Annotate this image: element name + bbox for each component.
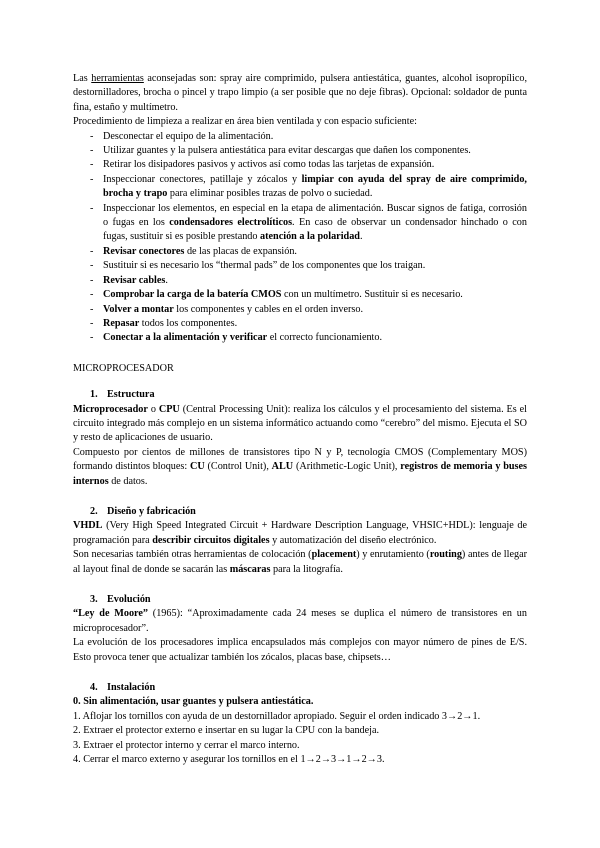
text-run: Desconectar el equipo de la alimentación. <box>103 130 274 142</box>
list-item <box>73 158 527 172</box>
text-run: Inspeccionar conectores, patillaje y zócalos y <box>103 173 302 185</box>
subsection-title: Estructura <box>107 389 155 401</box>
text-run: Son necesarias también otras herramientas de colocación ( <box>73 549 312 561</box>
subsection-number: 4. <box>90 682 98 694</box>
paragraph <box>73 607 527 636</box>
list-item <box>73 259 527 273</box>
text-run: Sustituir si es necesario los “thermal pads” de los componentes que los traigan. <box>103 260 426 272</box>
text-run: Utilizar guantes y la pulsera antiestática para evitar descargas que dañen los componentes. <box>103 145 471 157</box>
section-title: MICROPROCESADOR <box>73 362 174 374</box>
text-run: aconsejadas son: spray aire comprimido, pulsera antiestática, guantes, alcohol isopropílico, destornilladores, brocha o pincel y trapo limpio (a ser posible que no deje fibras). Opcional: soldador de punta fina, estaño y multímetro. <box>73 73 527 113</box>
list-item <box>73 202 527 245</box>
bold-run: routing <box>429 549 462 561</box>
document-page <box>73 72 527 767</box>
bold-run: Repasar <box>103 317 140 329</box>
bold-run: Revisar conectores <box>103 245 185 257</box>
install-step: 1. Aflojar los tornillos con ayuda de un destornillador apropiado. Seguir el orden indicado 3→2→1. <box>73 710 481 722</box>
paragraph <box>73 446 527 489</box>
subsection-title: Evolución <box>107 594 151 605</box>
text-run: . <box>165 274 168 286</box>
subsection-number: 1. <box>90 389 98 401</box>
bold-run: Volver a montar <box>103 303 174 315</box>
text-run: . En caso de observar un condensador hinchado o con fugas, sustituir si es posible prestando <box>103 217 527 243</box>
paragraph <box>73 519 527 548</box>
bold-run: Conectar a la alimentación y verificar <box>103 332 268 344</box>
bold-run: VHDL <box>73 520 103 532</box>
list-item <box>73 331 527 345</box>
bold-run: ALU <box>271 461 294 473</box>
text-run: para la litografía. <box>270 563 343 575</box>
procedure-intro: Procedimiento de limpieza a realizar en área bien ventilada y con espacio suficiente: <box>73 116 417 128</box>
text-run: para eliminar posibles trazas de polvo o suciedad. <box>167 188 373 200</box>
install-step <box>73 695 527 709</box>
list-item <box>73 317 527 331</box>
tools-paragraph <box>73 72 527 115</box>
list-item <box>73 274 527 288</box>
list-item <box>73 288 527 302</box>
text-run: (Arithmetic-Logic Unit), <box>293 461 401 473</box>
bold-run: 0. Sin alimentación, usar guantes y pulsera antiestática. <box>73 696 314 708</box>
install-step: 4. Cerrar el marco externo y asegurar los tornillos en el 1→2→3→1→2→3. <box>73 754 385 766</box>
text-run: el correcto funcionamiento. <box>267 332 383 344</box>
text-run: . <box>359 231 363 243</box>
cleaning-steps-list <box>73 130 527 346</box>
text-run: los componentes y cables en el orden inverso. <box>173 303 364 315</box>
list-item <box>73 130 527 144</box>
subsection-heading <box>73 593 527 607</box>
bold-run: Microprocesador <box>73 403 148 415</box>
bold-run: “Ley de Moore” <box>73 608 149 620</box>
bold-run: Revisar cables <box>103 274 166 286</box>
bold-run: máscaras <box>229 563 271 575</box>
text-run: y automatización del diseño electrónico. <box>269 534 437 546</box>
bold-run: condensadores electrolíticos <box>169 217 293 229</box>
text-run: ) antes de llegar al layout final de donde se sacarán las <box>73 549 527 575</box>
paragraph: La evolución de los procesadores implica encapsulados más complejos con mayor número de pines de E/S. Esto provoca tener que actualizar también los zócalos, placas base, chipsets… <box>73 637 527 663</box>
text-run: (1965): “Aproximadamente cada 24 meses se duplica el número de transistores en un microprocesador”. <box>73 608 527 634</box>
text-run: de datos. <box>108 475 148 487</box>
bold-run: Comprobar la carga de la batería CMOS <box>103 289 282 301</box>
subsection-number: 3. <box>90 594 98 605</box>
text-run: Retirar los disipadores pasivos y activos así como todas las tarjetas de expansión. <box>103 159 435 171</box>
text-run: (Control Unit), <box>204 461 272 473</box>
underlined-term: herramientas <box>91 73 144 84</box>
text-run: Las <box>73 73 92 84</box>
subsection-number: 2. <box>90 505 98 517</box>
subsection-title: Diseño y fabricación <box>107 505 196 517</box>
bold-run: CU <box>190 461 205 473</box>
subsection-title: Instalación <box>107 682 156 694</box>
text-run: todos los componentes. <box>139 317 238 329</box>
text-run: ) y enrutamiento ( <box>356 549 430 561</box>
text-run: Compuesto por cientos de millones de transistores tipo N y P, tecnología CMOS (Complementary MOS) formando distintos bloques: <box>73 446 527 473</box>
bold-run: CPU <box>158 403 180 415</box>
list-item <box>73 303 527 317</box>
subsection-heading <box>73 388 527 402</box>
list-item <box>73 173 527 202</box>
install-step: 3. Extraer el protector interno y cerrar el marco interno. <box>73 739 300 751</box>
text-run: de las placas de expansión. <box>184 245 297 257</box>
list-item <box>73 245 527 259</box>
subsection-heading <box>73 505 527 519</box>
text-run: con un multímetro. Sustituir si es necesario. <box>281 289 463 301</box>
install-step: 2. Extraer el protector externo e insertar en su lugar la CPU con la bandeja. <box>73 725 380 737</box>
bold-run: limpiar con ayuda del spray de aire comprimido, brocha y trapo <box>103 173 527 200</box>
text-run: Inspeccionar los elementos, en especial en la etapa de alimentación. Buscar signos de fatiga, corrosión o fugas en los <box>103 202 527 229</box>
list-item <box>73 144 527 158</box>
bold-run: atención a la polaridad <box>260 231 360 243</box>
bold-run: placement <box>311 549 357 561</box>
bold-run: describir circuitos digitales <box>152 534 270 546</box>
text-run: (Central Processing Unit): realiza los cálculos y el procesamiento del sistema. Es el circuito integrado más complejo en un sistema informático actuando como “cerebro” del mismo. Ejecuta el SO y resto de aplicaciones de usuario. <box>73 403 528 444</box>
text-run: (Very High Speed Integrated Circuit + Hardware Description Language, VHSIC+HDL): lenguaje de programación para <box>73 520 527 546</box>
subsection-heading <box>73 681 527 695</box>
bold-run: registros de memoria y buses internos <box>73 461 528 487</box>
paragraph <box>73 548 527 577</box>
text-run: o <box>147 403 159 415</box>
paragraph <box>73 403 527 446</box>
